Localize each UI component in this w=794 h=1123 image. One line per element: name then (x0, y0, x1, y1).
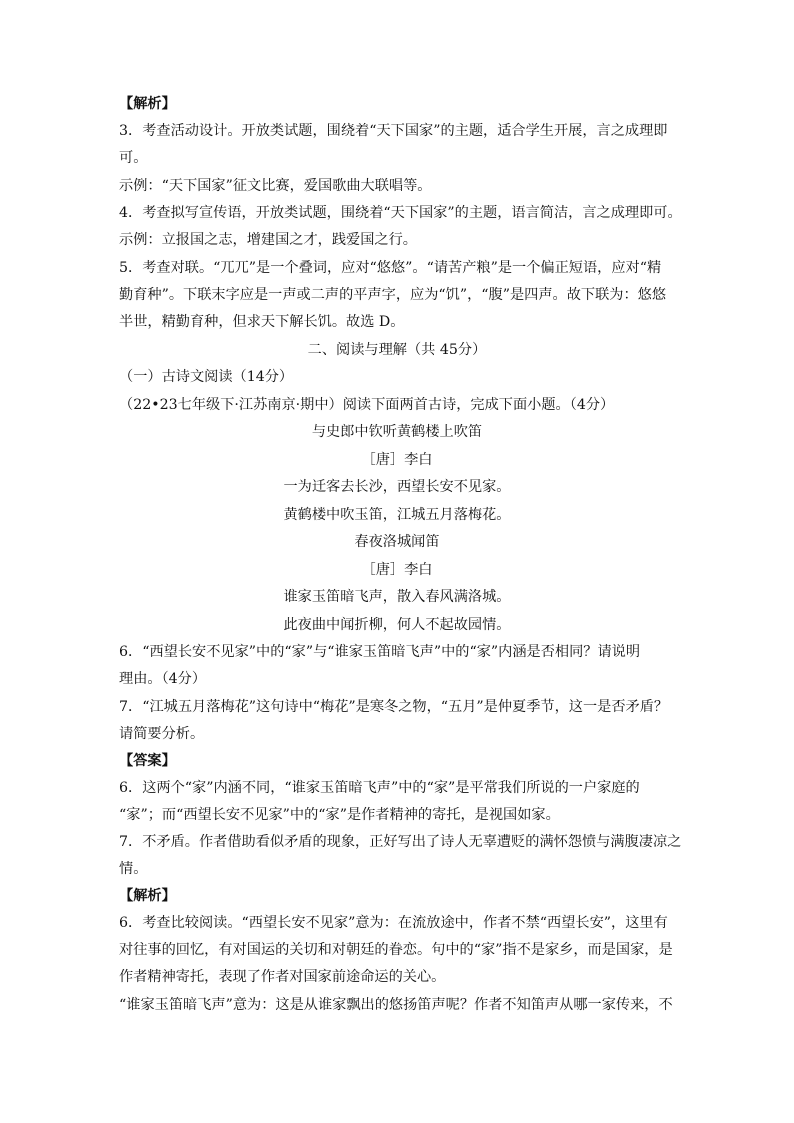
poem2-line2: 此夜曲中闻折柳，何人不起故园情。 (283, 617, 511, 633)
answer7-line2: 情。 (119, 861, 148, 877)
question7-line1: 7．“江城五月落梅花”这句诗中“梅花”是寒冬之物，“五月”是仲夏季节，这一是否矛盾？ (119, 699, 669, 715)
q4-analysis-line1: 4．考查拟写宣传语，开放类试题，围绕着“天下国家”的主题，语言简洁，言之成理即可。 (119, 205, 682, 221)
analysis2-line4: “谁家玉笛暗飞声”意为：这是从谁家飘出的悠扬笛声呢？作者不知笛声从哪一家传来，不 (119, 997, 673, 1013)
analysis2-line1: 6．考查比较阅读。“西望长安不见家”意为：在流放途中，作者不禁“西望长安”，这里有 (119, 915, 668, 931)
question6-line1: 6．“西望长安不见家”中的“家”与“谁家玉笛暗飞声”中的“家”内涵是否相同？请说明 (119, 644, 641, 660)
q3-example: 示例：“天下国家”征文比赛，爱国歌曲大联唱等。 (119, 178, 432, 194)
analysis2-heading: 【解析】 (119, 888, 176, 904)
analysis2-line3: 作者精神寄托，表现了作者对国家前途命运的关心。 (119, 969, 446, 985)
poem1-line2: 黄鹤楼中吹玉笛，江城五月落梅花。 (283, 507, 511, 523)
poem1-title: 与史郎中钦听黄鹤楼上吹笛 (311, 424, 483, 440)
q5-analysis-line2: 勤育种”。下联末字应是一声或二声的平声字，应为“饥”，“腹”是四声。故下联为：悠悠 (119, 287, 667, 303)
poem2-title: 春夜洛城闻笛 (354, 534, 440, 550)
q4-example: 示例：立报国之志，增建国之才，践爱国之行。 (119, 232, 417, 248)
poem1-line1: 一为迁客去长沙，西望长安不见家。 (283, 479, 511, 495)
source-line: （22•23七年级下·江苏南京·期中）阅读下面两首古诗，完成下面小题。（4分） (119, 397, 615, 413)
q5-analysis-line3: 半世，精勤育种，但求天下解长饥。故选 D。 (119, 314, 405, 330)
question6-line2: 理由。（4分） (119, 671, 207, 687)
section-title: 二、阅读与理解（共 45分） (307, 342, 487, 358)
poem2-author: ［唐］李白 (361, 562, 433, 578)
answer7-line1: 7．不矛盾。作者借助看似矛盾的现象，正好写出了诗人无辜遭贬的满怀怨愤与满腹凄凉之 (119, 834, 682, 850)
analysis2-line2: 对往事的回忆，有对国运的关切和对朝廷的眷恋。句中的“家”指不是家乡，而是国家，是 (119, 942, 673, 958)
section-subtitle: （一）古诗文阅读（14分） (119, 369, 294, 385)
answer6-line2: “家”；而“西望长安不见家”中的“家”是作者精神的寄托，是视国如家。 (119, 807, 560, 823)
q5-analysis-line1: 5．考查对联。“兀兀”是一个叠词，应对“悠悠”。“请苦产粮”是一个偏正短语，应对“精 (119, 260, 662, 276)
poem1-author: ［唐］李白 (361, 452, 433, 468)
answer6-line1: 6．这两个“家”内涵不同，“谁家玉笛暗飞声”中的“家”是平常我们所说的一户家庭的 (119, 780, 640, 796)
q3-analysis-line1: 3．考查活动设计。开放类试题，围绕着“天下国家”的主题，适合学生开展，言之成理即 (119, 123, 668, 139)
question7-line2: 请简要分析。 (119, 726, 205, 742)
q3-analysis-line2: 可。 (119, 150, 148, 166)
poem2-line1: 谁家玉笛暗飞声，散入春风满洛城。 (283, 589, 511, 605)
answer-heading: 【答案】 (119, 753, 176, 769)
analysis-heading: 【解析】 (119, 96, 176, 112)
